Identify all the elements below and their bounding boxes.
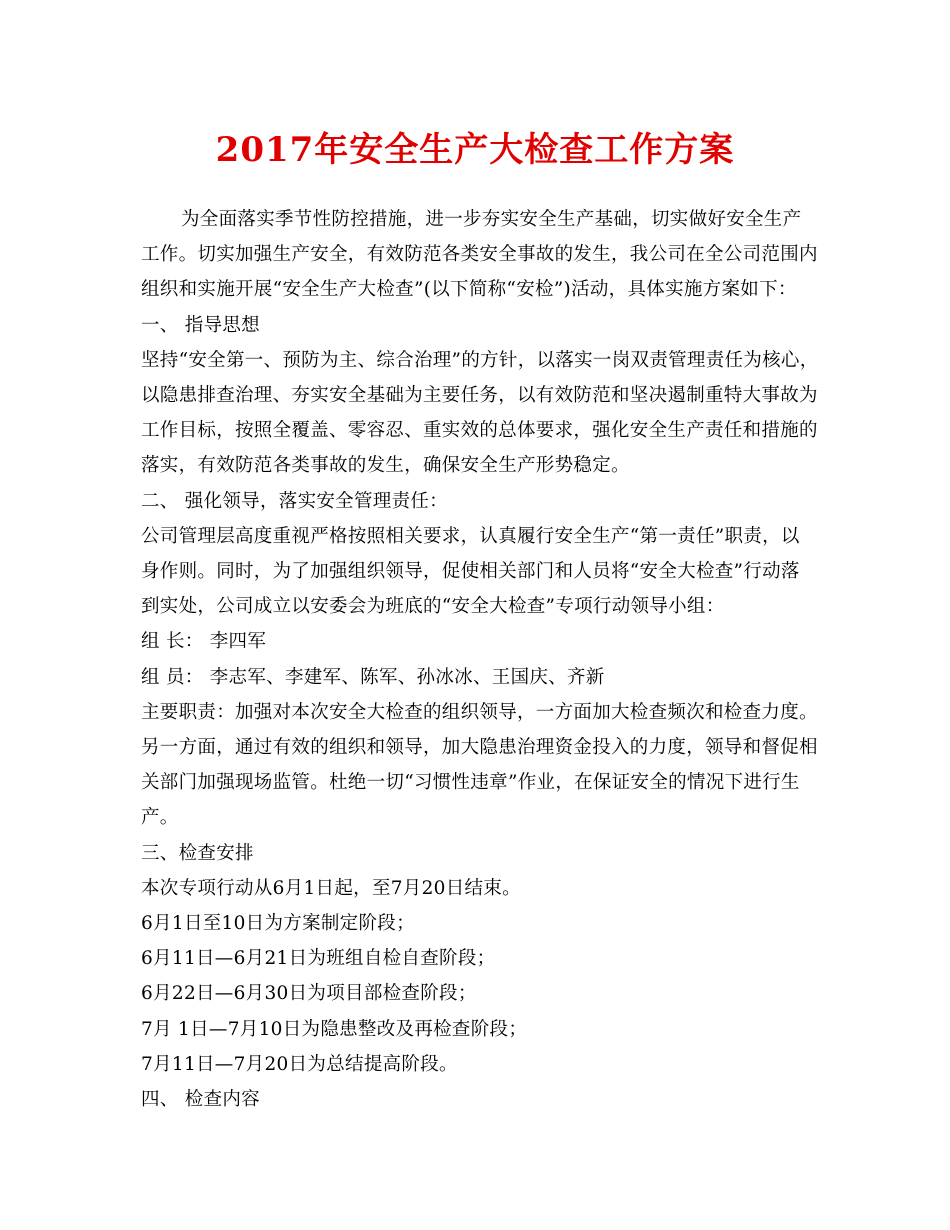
paragraph-line: 关部门加强现场监管。杜绝一切“习惯性违章”作业，在保证安全的情况下进行生	[141, 772, 800, 794]
paragraph-line: 主要职责：加强对本次安全大检查的组织领导，一方面加大检查频次和检查力度。	[141, 701, 818, 723]
paragraph-line: 工作目标，按照全覆盖、零容忍、重实效的总体要求，强化安全生产责任和措施的	[141, 420, 818, 442]
team-leader-line: 组 长： 李四军	[141, 631, 267, 653]
schedule-line: 本次专项行动从6月1日起，至7月20日结束。	[141, 877, 521, 899]
paragraph-line: 以隐患排查治理、夯实安全基础为主要任务，以有效防范和坚决遏制重特大事故为	[141, 385, 818, 407]
schedule-line: 6月1日至10日为方案制定阶段；	[141, 913, 415, 935]
paragraph-line: 产。	[141, 807, 179, 829]
paragraph-line: 身作则。同时，为了加强组织领导，促使相关部门和人员将“安全大检查”行动落	[141, 561, 800, 583]
paragraph-line: 公司管理层高度重视严格按照相关要求，认真履行安全生产“第一责任”职责，以	[141, 525, 800, 547]
paragraph-line: 坚持“安全第一、预防为主、综合治理”的方针，以落实一岗双责管理责任为核心，	[141, 349, 819, 371]
section-heading: 三、检查安排	[141, 842, 254, 864]
paragraph-line: 组织和实施开展“安全生产大检查”(以下简称“安检”)活动，具体实施方案如下：	[141, 279, 797, 301]
paragraph-line: 另一方面，通过有效的组织和领导，加大隐患治理资金投入的力度，领导和督促相	[141, 737, 818, 759]
schedule-line: 6月11日—6月21日为班组自检自查阶段；	[141, 948, 496, 970]
paragraph-line: 为全面落实季节性防控措施，进一步夯实安全生产基础，切实做好安全生产	[181, 209, 802, 230]
schedule-line: 6月22日—6月30日为项目部检查阶段；	[141, 983, 477, 1005]
section-heading: 四、 检查内容	[141, 1089, 260, 1111]
paragraph-line: 到实处，公司成立以安委会为班底的“安全大检查”专项行动领导小组：	[141, 596, 725, 618]
paragraph-line: 工作。切实加强生产安全，有效防范各类安全事故的发生，我公司在全公司范围内	[141, 244, 818, 266]
section-heading: 二、 强化领导，落实安全管理责任：	[141, 490, 448, 512]
section-heading: 一、 指导思想	[141, 314, 260, 336]
document-body	[141, 202, 821, 1117]
schedule-line: 7月11日—7月20日为总结提高阶段。	[141, 1053, 458, 1075]
paragraph-line: 落实，有效防范各类事故的发生，确保安全生产形势稳定。	[141, 455, 630, 477]
document-title: 2017年安全生产大检查工作方案	[215, 130, 735, 170]
schedule-line: 7月 1日—7月10日为隐患整改及再检查阶段；	[141, 1018, 528, 1040]
team-members-line: 组 员： 李志军、李建军、陈军、孙冰冰、王国庆、齐新	[141, 666, 605, 688]
